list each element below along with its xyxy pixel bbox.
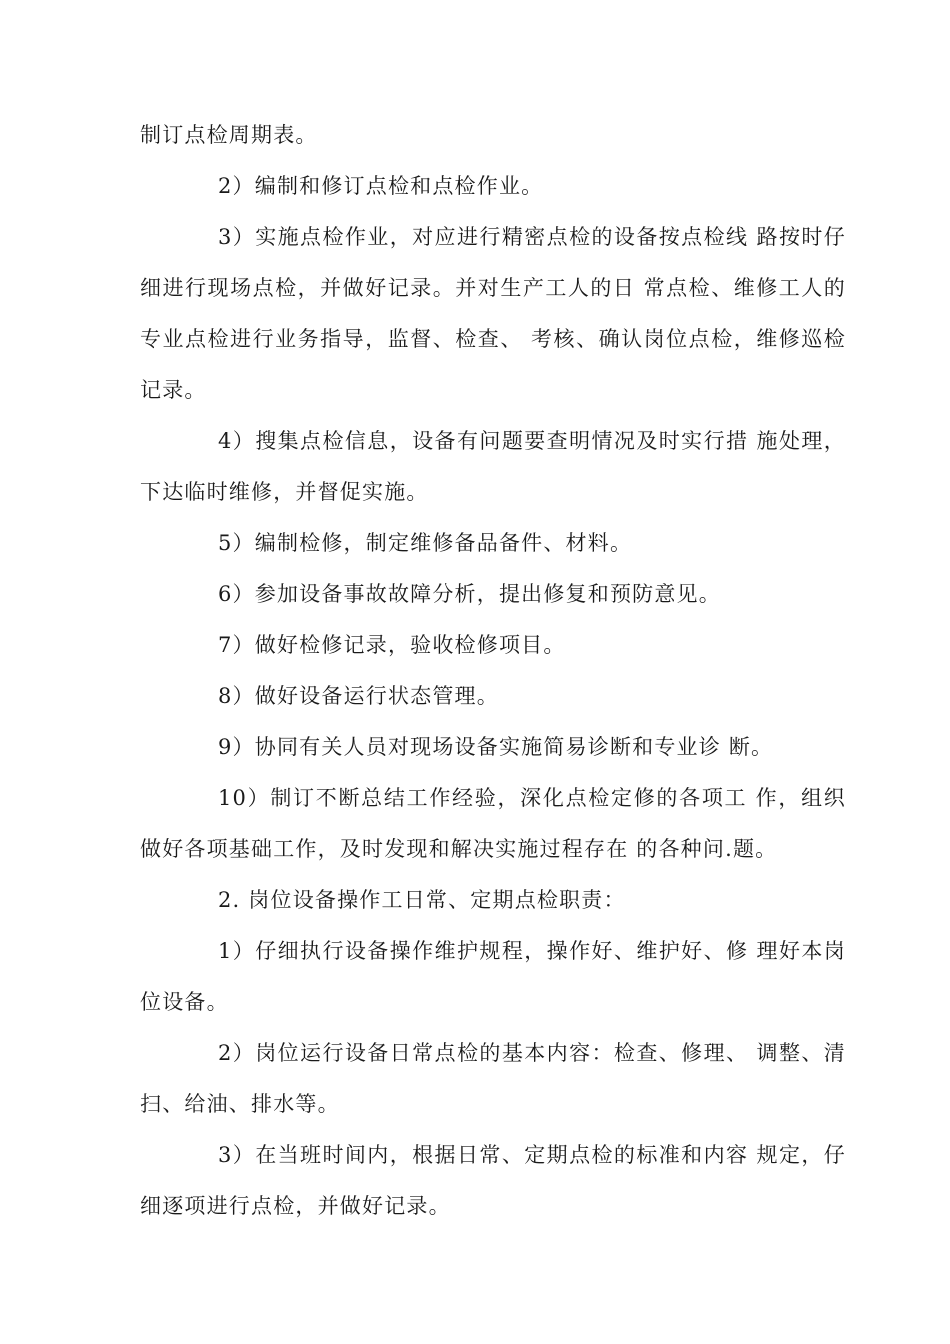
paragraph-5: 5）编制检修，制定维修备品备件、材料。 [218,531,633,555]
paragraph-12: 2）岗位运行设备日常点检的基本内容：检查、修理、 调整、清扫、给油、排水等。 [140,1041,846,1116]
document-body [140,110,846,1232]
paragraph-13: 3）在当班时间内，根据日常、定期点检的标准和内容 规定，仔细逐项进行点检，并做好记录。 [140,1143,846,1218]
paragraph-8: 8）做好设备运行状态管理。 [218,684,499,708]
paragraph-11: 1）仔细执行设备操作维护规程，操作好、维护好、修 理好本岗位设备。 [140,939,846,1014]
paragraph-9: 9）协同有关人员对现场设备实施简易诊断和专业诊 断。 [218,735,774,759]
section-heading-2: 2. 岗位设备操作工日常、定期点检职责： [218,888,626,912]
paragraph-1: 制订点检周期表。 [140,123,318,147]
paragraph-2: 2）编制和修订点检和点检作业。 [218,174,544,198]
paragraph-4: 4）搜集点检信息，设备有问题要查明情况及时实行措 施处理，下达临时维修，并督促实施。 [140,429,846,504]
paragraph-10: 10）制订不断总结工作经验，深化点检定修的各项工 作，组织做好各项基础工作，及时发现和解决实施过程存在 的各种问.题。 [140,786,846,861]
paragraph-3: 3）实施点检作业，对应进行精密点检的设备按点检线 路按时仔细进行现场点检，并做好记录。并对生产工人的日 常点检、维修工人的专业点检进行业务指导，监督、检查、 考核、确认岗位点检，维修巡检记录。 [140,225,846,402]
paragraph-7: 7）做好检修记录，验收检修项目。 [218,633,566,657]
paragraph-6: 6）参加设备事故故障分析，提出修复和预防意见。 [218,582,721,606]
